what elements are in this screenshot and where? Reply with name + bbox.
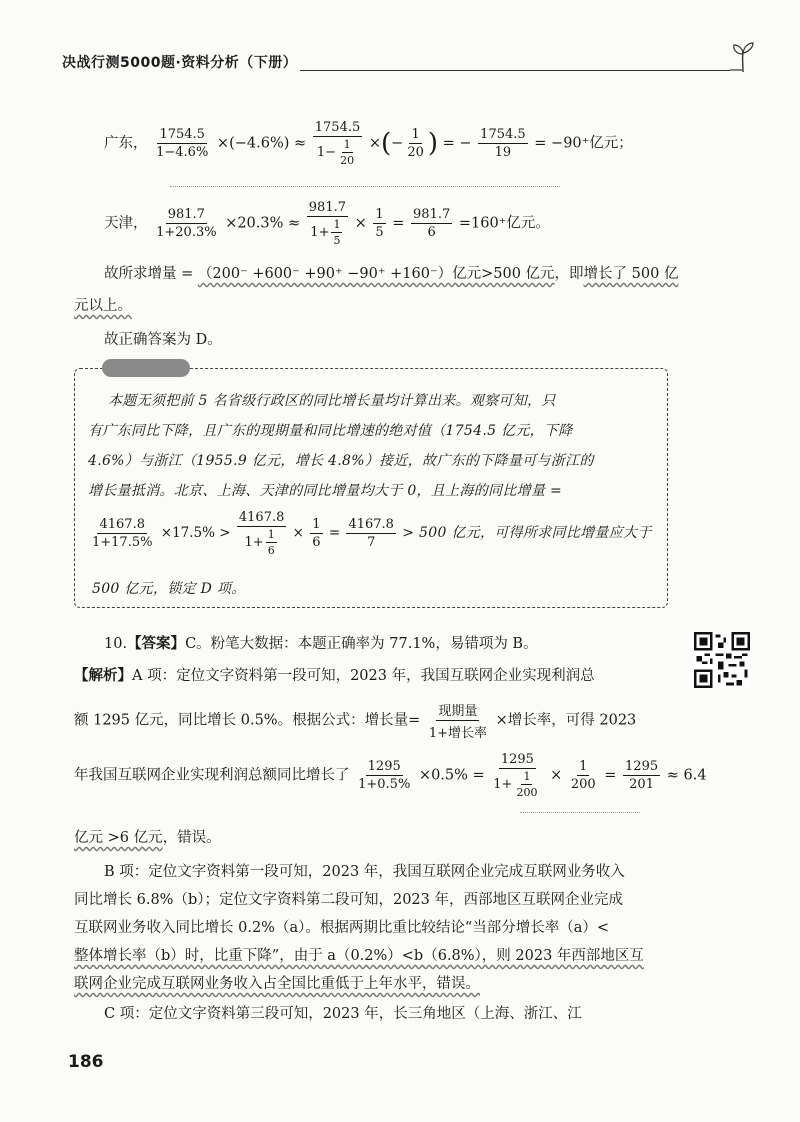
fraction: $\frac{1}{200}$ xyxy=(570,759,596,792)
running-header: 决战行测5000题·资料分析（下册） xyxy=(62,55,298,71)
tip-line: 500 亿元，锁定 D 项。 xyxy=(92,581,246,597)
q10-answer: 10.【答案】C。粉笔大数据：本题正确率为 77.1%，易错项为 B。 xyxy=(104,635,538,652)
fraction: $\frac{1295}{201}$ xyxy=(625,759,659,792)
guangdong-label: 广东， xyxy=(104,135,148,152)
tip-box-title-badge xyxy=(102,359,190,377)
dotted-underline xyxy=(520,812,640,813)
qr-code-icon[interactable] xyxy=(694,632,750,688)
fraction: $\frac{1754.5}{19}$ xyxy=(480,127,526,160)
fraction: $\frac{1}{20}$ xyxy=(407,127,424,160)
tip-line: 4.6%）与浙江（1955.9 亿元，增长 4.8%）接近，故广东的下降量可与浙江的 xyxy=(88,453,594,469)
conclusion-line-2: 元以上。 xyxy=(74,298,132,314)
tip-formula: $\frac{4167.8}{1+17.5\%}$ ×17.5% > 4167.8 1+ $\frac{1}{6}$ × $\frac{1}{6}$ = $\frac{4167.8}{7}$ > 500 亿元，可得所求同比增量应大于 xyxy=(92,510,652,557)
q10-analysis-line: 亿元 >6 亿元，错误。 xyxy=(74,830,221,846)
fraction: $\frac{4167.8}{7}$ xyxy=(348,517,394,550)
answer-statement: 故正确答案为 D。 xyxy=(104,332,222,348)
tianjin-formula: 天津， $\frac{981.7}{1+20.3\%}$ ×20.3% ≈ 981.7 1+ $\frac{1}{5}$ × $\frac{1}{5}$ = $\frac{981.7}{6}$ =160⁺亿元。 xyxy=(104,200,550,247)
tip-line: 有广东同比下降，且广东的现期量和同比增速的绝对值（1754.5 亿元，下降 xyxy=(88,423,573,439)
q10-analysis-line: 同比增长 6.8%（b）；定位文字资料第二段可知，2023 年，西部地区互联网企业完成 xyxy=(74,892,623,908)
guangdong-formula: 广东， $\frac{1754.5}{1-4.6\%}$ ×(−4.6%) ≈ 1754.5 1− $\frac{1}{20}$ ×(− $\frac{1}{20}$ ) = − $\frac{1754.5}{19}$ = −90⁺亿元； xyxy=(104,120,633,167)
fraction: $\frac{1}{6}$ xyxy=(312,517,321,550)
fraction: $\frac{981.7}{6}$ xyxy=(413,207,451,240)
fraction: 4167.8 1+ $\frac{1}{6}$ xyxy=(238,510,285,557)
fraction: $\frac{1754.5}{1-4.6\%}$ xyxy=(156,127,209,160)
fraction: 981.7 1+ $\frac{1}{5}$ xyxy=(308,200,346,247)
fraction: 1754.5 1− $\frac{1}{20}$ xyxy=(314,120,361,167)
dotted-underline xyxy=(170,186,560,187)
header-rule xyxy=(300,70,730,71)
fraction: $\frac{\text{现期量}}{\text{1+增长率}}$ xyxy=(427,700,489,741)
page-number: 186 xyxy=(68,1052,104,1072)
q10-analysis-line: B 项：定位文字资料第一段可知，2023 年，我国互联网企业完成互联网业务收入 xyxy=(104,864,625,880)
tip-line: 本题无须把前 5 名省级行政区的同比增长量均计算出来。观察可知，只 xyxy=(108,393,556,409)
tip-line: 增长量抵消。北京、上海、天津的同比增量均大于 0，且上海的同比增量 = xyxy=(88,483,563,499)
q10-analysis-line: 互联网业务收入同比增长 0.2%（a）。根据两期比重比较结论“当部分增长率（a）< xyxy=(74,920,610,936)
q10-analysis-line: 联网企业完成互联网业务收入占全国比重低于上年水平，错误。 xyxy=(74,976,480,992)
fraction: $\frac{4167.8}{1+17.5\%}$ xyxy=(92,517,153,550)
q10-analysis-formula: 年我国互联网企业实现利润总额同比增长了 $\frac{1295}{1+0.5\%}$ ×0.5% = 1295 1+ $\frac{1}{200}$ × $\frac{1}{200}$ = $\frac{1295}{201}$ ≈ 6.4 xyxy=(74,752,707,799)
fraction: 1295 1+ $\frac{1}{200}$ xyxy=(493,752,538,799)
q10-analysis-line: 【解析】A 项：定位文字资料第一段可知，2023 年，我国互联网企业实现利润总 xyxy=(74,667,595,684)
tianjin-label: 天津， xyxy=(104,215,148,232)
fraction: $\frac{1295}{1+0.5\%}$ xyxy=(358,759,411,792)
fraction: $\frac{981.7}{1+20.3\%}$ xyxy=(156,207,217,240)
conclusion-line: 故所求增量 = （200⁻ +600⁻ +90⁺ −90⁺ +160⁻）亿元>500 亿元，即增长了 500 亿 xyxy=(104,266,679,282)
fraction: $\frac{1}{5}$ xyxy=(375,207,384,240)
sprout-icon xyxy=(728,40,758,74)
q10-analysis-line: C 项：定位文字资料第三段可知，2023 年，长三角地区（上海、浙江、江 xyxy=(104,1006,582,1022)
q10-analysis-line: 额 1295 亿元，同比增长 0.5%。根据公式：增长量= $\frac{\text{现期量}}{\text{1+增长率}}$ ×增长率，可得 2023 xyxy=(74,700,636,741)
q10-analysis-line: 整体增长率（b）时，比重下降”，由于 a（0.2%）<b（6.8%），则 2023 年西部地区互 xyxy=(74,948,644,964)
